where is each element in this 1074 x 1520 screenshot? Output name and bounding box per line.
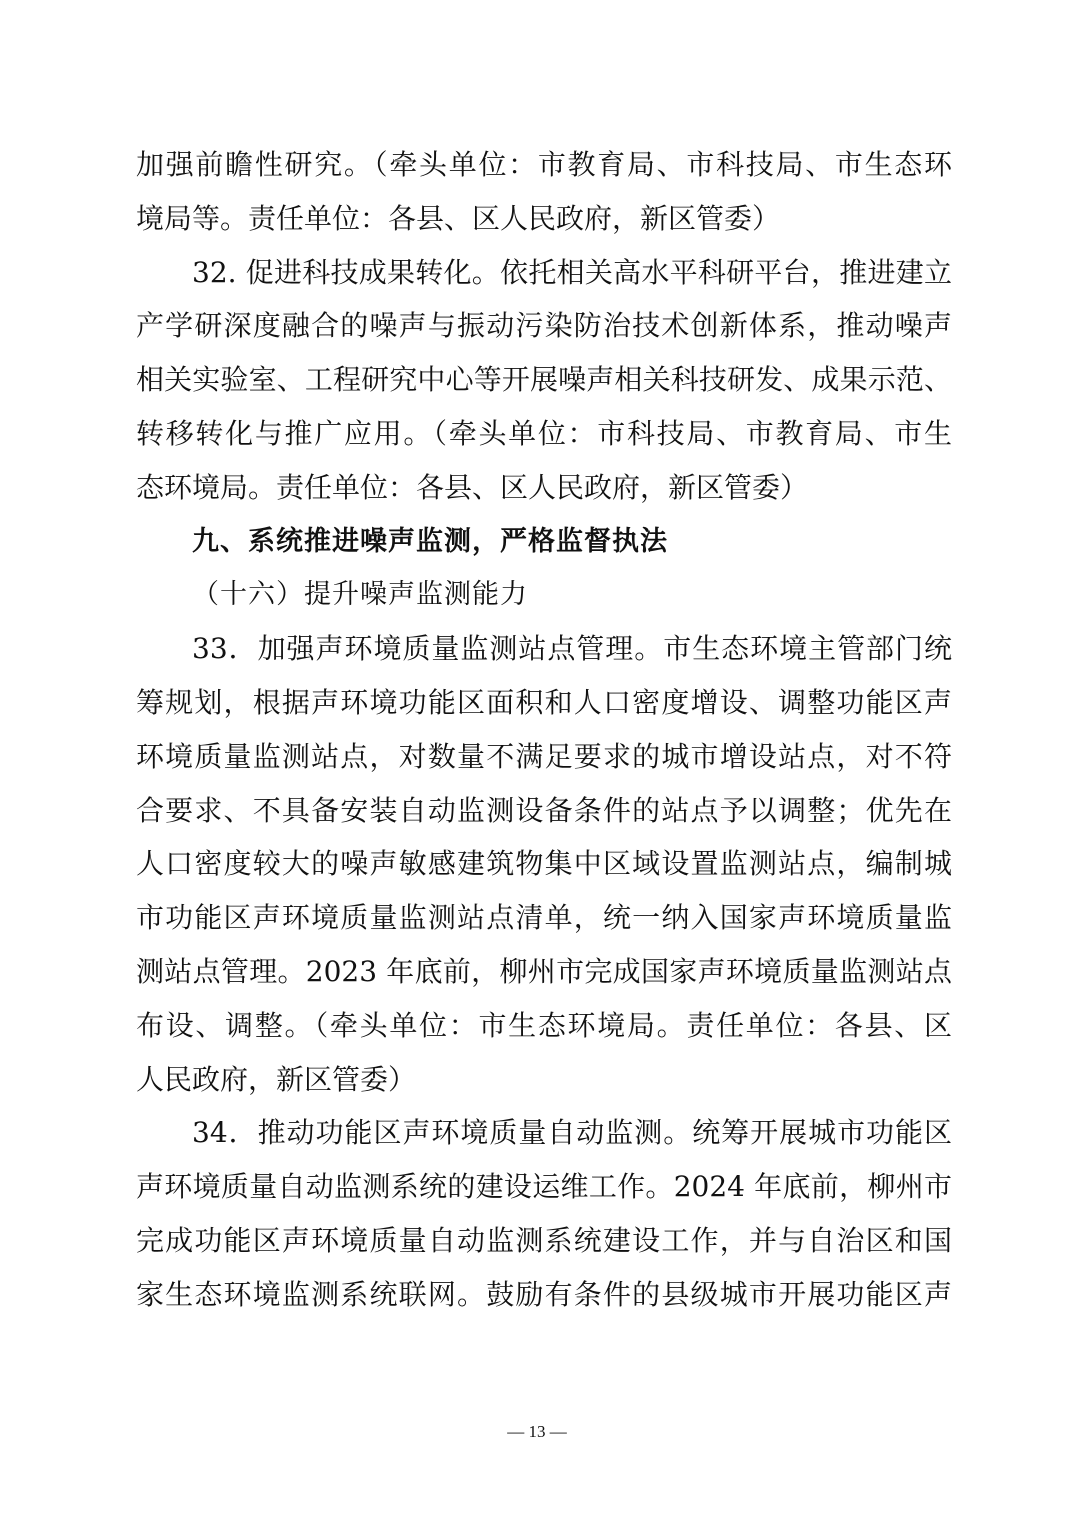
text-line: 加强前瞻性研究。（牵头单位：市教育局、市科技局、市生态环 — [136, 148, 952, 181]
section-heading: 九、系统推进噪声监测，严格监督执法 — [192, 525, 668, 557]
text-line: 转移转化与推广应用。（牵头单位：市科技局、市教育局、市生 — [136, 416, 952, 450]
text-line: 相关实验室、工程研究中心等开展噪声相关科技研发、成果示范、 — [136, 363, 952, 397]
text-line: 态环境局。责任单位：各县、区人民政府，新区管委） — [136, 470, 809, 504]
text-line: 声环境质量自动监测系统的建设运维工作。2024 年底前，柳州市 — [136, 1170, 952, 1204]
text-line: 家生态环境监测系统联网。鼓励有条件的县级城市开展功能区声 — [136, 1277, 952, 1311]
text-line: 合要求、不具备安装自动监测设备条件的站点予以调整；优先在 — [136, 793, 952, 827]
text-line: 测站点管理。2023 年底前，柳州市完成国家声环境质量监测站点 — [136, 954, 952, 988]
text-line: 34．推动功能区声环境质量自动监测。统筹开展城市功能区 — [192, 1116, 952, 1150]
text-line: 人民政府，新区管委） — [136, 1062, 417, 1096]
text-line: 环境质量监测站点，对数量不满足要求的城市增设站点，对不符 — [136, 739, 952, 773]
document-body — [136, 138, 952, 1322]
text-line: 完成功能区声环境质量自动监测系统建设工作，并与自治区和国 — [136, 1223, 952, 1257]
text-line: 筹规划，根据声环境功能区面积和人口密度增设、调整功能区声 — [136, 685, 952, 719]
page-number: — 13 — — [507, 1422, 567, 1441]
subsection-heading: （十六）提升噪声监测能力 — [192, 579, 528, 611]
text-line: 布设、调整。（牵头单位：市生态环境局。责任单位：各县、区 — [136, 1008, 952, 1042]
text-line: 人口密度较大的噪声敏感建筑物集中区域设置监测站点，编制城 — [136, 847, 952, 881]
text-line: 产学研深度融合的噪声与振动污染防治技术创新体系，推动噪声 — [136, 309, 952, 343]
text-line: 境局等。责任单位：各县、区人民政府，新区管委） — [136, 201, 781, 235]
text-line: 市功能区声环境质量监测站点清单，统一纳入国家声环境质量监 — [136, 901, 952, 935]
text-line: 32. 促进科技成果转化。依托相关高水平科研平台，推进建立 — [192, 255, 952, 289]
text-line: 33．加强声环境质量监测站点管理。市生态环境主管部门统 — [192, 632, 952, 666]
